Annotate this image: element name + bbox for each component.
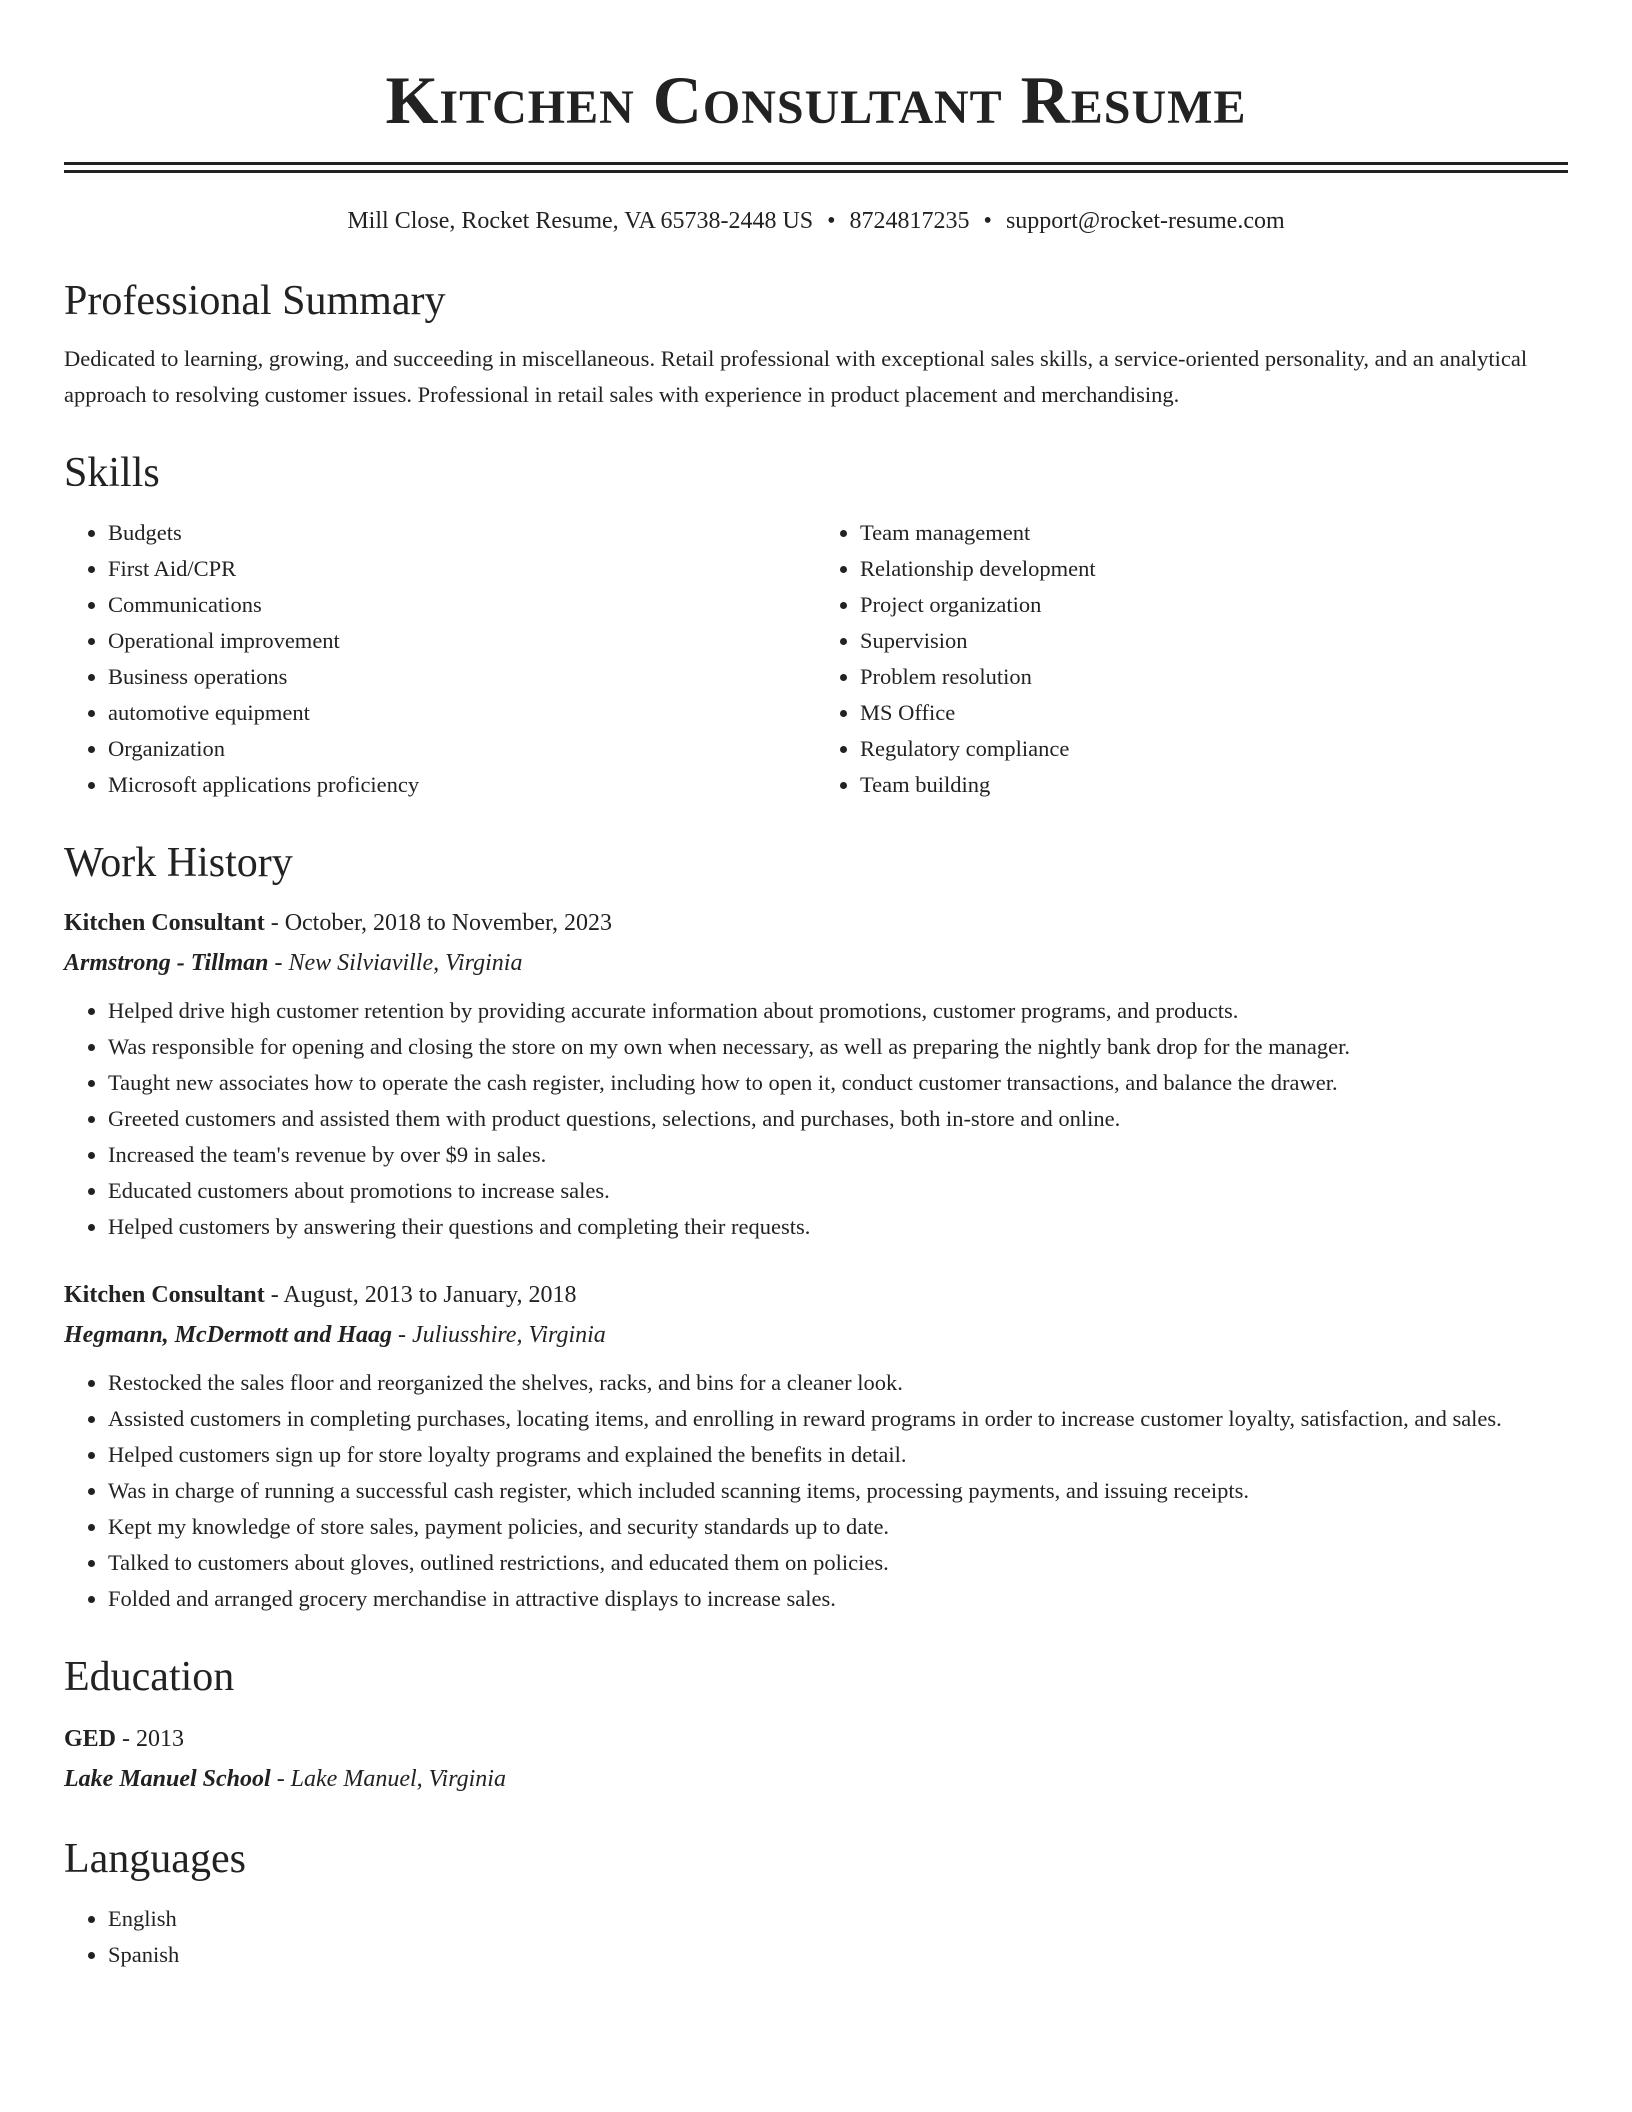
job-bullet: • Was responsible for opening and closing the store on my own when necessary, as well as preparing the nightly bank drop for the manager.: [108, 1029, 1568, 1065]
job-location: - New Silviaville, Virginia: [268, 950, 523, 976]
education-degree: GED: [64, 1726, 117, 1752]
skills-list-left: [64, 515, 816, 803]
contact-line: [64, 205, 1568, 237]
skill-item: • Organization: [108, 731, 816, 767]
summary-heading: Professional Summary: [64, 278, 446, 324]
skill-item: • Budgets: [108, 515, 816, 551]
languages-heading: Languages: [64, 1836, 246, 1882]
job-bullet: • Helped drive high customer retention by providing accurate information about promotions, customer programs, and products.: [108, 993, 1568, 1029]
job-bullet: • Talked to customers about gloves, outlined restrictions, and educated them on policies.: [108, 1545, 1568, 1581]
job-bullet: • Taught new associates how to operate the cash register, including how to open it, conduct customer transactions, and balance the drawer.: [108, 1065, 1568, 1101]
skill-item: • Communications: [108, 587, 816, 623]
skills-list-right: [816, 515, 1568, 803]
language-item: • Spanish: [108, 1937, 1568, 1973]
education-school-line: [64, 1759, 1568, 1799]
education-location: - Lake Manuel, Virginia: [270, 1766, 506, 1792]
education-degree-line: [64, 1719, 1568, 1759]
skill-item: • Team building: [860, 767, 1568, 803]
skill-item: • automotive equipment: [108, 695, 816, 731]
skills-columns: [64, 515, 1568, 803]
education-entry: [64, 1719, 1568, 1799]
contact-email: support@rocket-resume.com: [1005, 208, 1285, 234]
education-school: Lake Manuel School: [64, 1766, 271, 1792]
job-title-line: [64, 1275, 1568, 1315]
skill-item: • Supervision: [860, 623, 1568, 659]
skill-item: • Problem resolution: [860, 659, 1568, 695]
job-bullet: • Folded and arranged grocery merchandise in attractive displays to increase sales.: [108, 1581, 1568, 1617]
job-bullet: • Educated customers about promotions to increase sales.: [108, 1173, 1568, 1209]
job-bullet: • Helped customers by answering their questions and completing their requests.: [108, 1209, 1568, 1245]
job-dates: - August, 2013 to January, 2018: [264, 1282, 577, 1308]
work-history-heading: Work History: [64, 840, 293, 886]
resume-title: Kitchen Consultant Resume: [385, 62, 1247, 138]
job-entry: [64, 1275, 1568, 1617]
education-heading: Education: [64, 1654, 235, 1700]
skill-item: • First Aid/CPR: [108, 551, 816, 587]
job-bullet: • Was in charge of running a successful cash register, which included scanning items, processing payments, and issuing receipts.: [108, 1473, 1568, 1509]
job-entry: [64, 903, 1568, 1245]
languages-list: [64, 1901, 1568, 1973]
skill-item: • Project organization: [860, 587, 1568, 623]
skill-item: • Microsoft applications proficiency: [108, 767, 816, 803]
language-item: • English: [108, 1901, 1568, 1937]
job-bullet: • Increased the team's revenue by over $9 in sales.: [108, 1137, 1568, 1173]
skills-heading: Skills: [64, 450, 160, 496]
contact-separator: •: [827, 208, 836, 234]
job-title: Kitchen Consultant: [64, 910, 265, 936]
skill-item: • Operational improvement: [108, 623, 816, 659]
job-company-line: [64, 943, 1568, 983]
job-bullets: [64, 1365, 1568, 1617]
languages-section: [64, 1833, 1568, 1973]
job-bullet: • Greeted customers and assisted them with product questions, selections, and purchases, both in-store and online.: [108, 1101, 1568, 1137]
job-bullet: • Assisted customers in completing purchases, locating items, and enrolling in reward programs in order to increase customer loyalty, satisfaction, and sales.: [108, 1401, 1568, 1437]
job-bullet: • Kept my knowledge of store sales, payment policies, and security standards up to date.: [108, 1509, 1568, 1545]
job-company: Hegmann, McDermott and Haag: [64, 1322, 393, 1348]
summary-section: [64, 275, 1568, 413]
education-year: - 2013: [116, 1726, 185, 1752]
job-dates: - October, 2018 to November, 2023: [264, 910, 613, 936]
job-title: Kitchen Consultant: [64, 1282, 265, 1308]
job-bullet: • Restocked the sales floor and reorganized the shelves, racks, and bins for a cleaner look.: [108, 1365, 1568, 1401]
job-company: Armstrong - Tillman: [64, 950, 269, 976]
job-bullets: [64, 993, 1568, 1245]
job-location: - Juliusshire, Virginia: [392, 1322, 606, 1348]
work-history-section: [64, 837, 1568, 1617]
contact-address: Mill Close, Rocket Resume, VA 65738-2448 US: [347, 208, 814, 234]
contact-separator: •: [983, 208, 992, 234]
skills-section: [64, 447, 1568, 803]
job-company-line: [64, 1315, 1568, 1355]
contact-phone: 8724817235: [849, 208, 970, 234]
skill-item: • Regulatory compliance: [860, 731, 1568, 767]
skill-item: • Relationship development: [860, 551, 1568, 587]
education-section: [64, 1651, 1568, 1799]
title-double-rule: [64, 162, 1568, 173]
job-bullet: • Helped customers sign up for store loyalty programs and explained the benefits in detail.: [108, 1437, 1568, 1473]
skill-item: • MS Office: [860, 695, 1568, 731]
job-title-line: [64, 903, 1568, 943]
summary-text: Dedicated to learning, growing, and succeeding in miscellaneous. Retail professional with exceptional sales skills, a service-oriented personality, and an analytical approach to resolving customer issues. Professional in retail sales with experience in product placement and merchandising.: [64, 346, 1528, 407]
skill-item: • Business operations: [108, 659, 816, 695]
skill-item: • Team management: [860, 515, 1568, 551]
